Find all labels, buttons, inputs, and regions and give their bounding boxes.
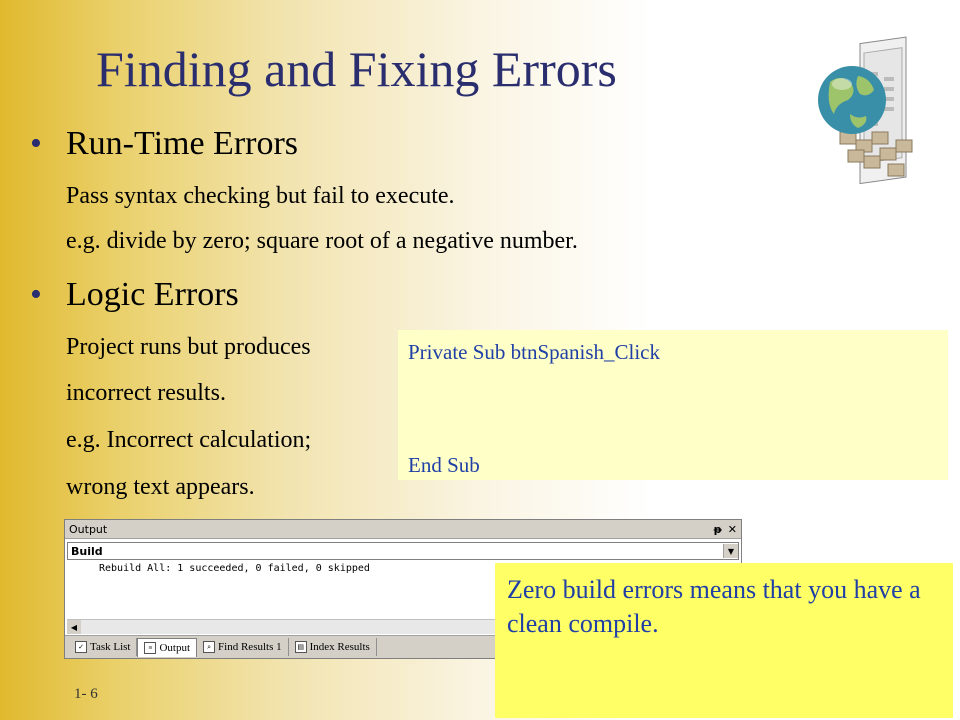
callout-note-box — [495, 563, 953, 718]
callout-note-text: Zero build errors means that you have a clean compile. — [507, 575, 921, 638]
sub-line: e.g. divide by zero; square root of a negative number. — [66, 228, 578, 254]
bullet-dot: • — [30, 125, 42, 162]
tab-label: Task List — [90, 641, 131, 653]
code-line-end-sub: End Sub — [408, 453, 480, 477]
task-list-icon: ✓ — [75, 641, 87, 653]
sub-line: wrong text appears. — [66, 474, 255, 500]
chevron-down-icon[interactable]: ▼ — [723, 544, 738, 558]
index-results-icon: ▤ — [295, 641, 307, 653]
tab-index-results[interactable] — [289, 638, 377, 656]
tab-label: Output — [159, 641, 191, 654]
bullet-run-time-errors — [30, 125, 298, 163]
sub-line: incorrect results. — [66, 380, 226, 406]
bullet-heading: Run-Time Errors — [66, 125, 299, 162]
sub-line: e.g. Incorrect calculation; — [66, 427, 312, 453]
sub-line: Project runs but produces — [66, 334, 311, 360]
tab-label: Find Results 1 — [218, 641, 282, 653]
code-line-sub: Private Sub btnSpanish_Click — [408, 340, 660, 364]
globe-computer-logo — [800, 32, 960, 202]
bullet-dot: • — [30, 276, 42, 313]
find-results-icon: ⌕ — [203, 641, 215, 653]
bullet-heading: Logic Errors — [66, 276, 239, 313]
output-title-bar — [65, 520, 741, 539]
output-pane-select-value: Build — [71, 544, 103, 558]
tab-label: Index Results — [309, 641, 370, 653]
output-log-text: Rebuild All: 1 succeeded, 0 failed, 0 skipped — [99, 563, 370, 574]
tab-output[interactable] — [137, 638, 197, 657]
close-icon[interactable]: ✕ — [727, 522, 737, 536]
output-icon: ≡ — [144, 642, 156, 654]
sub-line: Pass syntax checking but fail to execute. — [66, 183, 455, 209]
slide-title: Finding and Fixing Errors — [96, 41, 617, 97]
code-snippet-box — [398, 330, 948, 480]
scroll-left-icon[interactable]: ◀ — [67, 620, 81, 634]
output-title: Output — [69, 522, 108, 536]
slide-number: 1- 6 — [74, 686, 98, 702]
tab-find-results-1[interactable] — [197, 638, 289, 656]
bullet-logic-errors — [30, 276, 239, 314]
pin-icon[interactable]: ᵽ — [713, 522, 722, 536]
tab-task-list[interactable] — [69, 638, 137, 656]
output-pane-select[interactable] — [67, 542, 739, 560]
